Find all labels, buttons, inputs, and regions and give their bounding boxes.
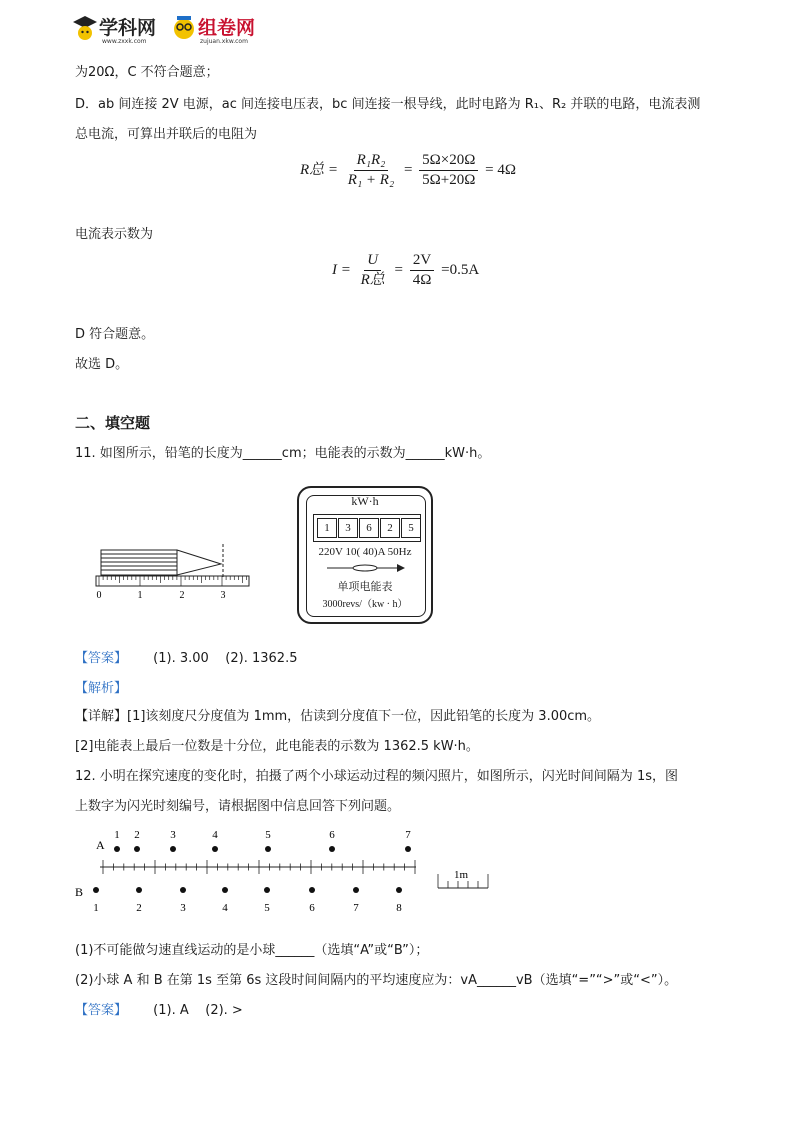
formula-i-result: =0.5A <box>441 261 480 278</box>
meter-digit: 3 <box>338 518 358 538</box>
formula-i-frac1-den: R总 <box>360 272 385 288</box>
answer-tag: 【答案】 <box>75 651 128 666</box>
ball-b-dot <box>93 887 99 893</box>
meter-rating: 220V 10( 40)A 50Hz <box>318 546 412 558</box>
text-line-1: 为20Ω，C 不符合题意； <box>75 65 219 80</box>
formula-r-frac2-den: 5Ω+20Ω <box>422 172 476 188</box>
electric-meter <box>297 486 433 624</box>
ruler-tick-label: 3 <box>220 590 226 600</box>
q12-answer-line <box>75 1002 243 1020</box>
meter-digit: 6 <box>359 518 379 538</box>
ball-a-number: 6 <box>329 829 335 841</box>
ball-b-dot <box>309 887 315 893</box>
text-line-2: D．ab 间连接 2V 电源，ac 间连接电压表，bc 间连接一根导线，此时电路为 R₁、R₂ 并联的电路，电流表测 <box>75 97 701 112</box>
header-logo <box>72 12 272 48</box>
ball-b-dot <box>180 887 186 893</box>
text-line-4: 电流表示数为 <box>75 227 154 242</box>
formula-i-frac1 <box>358 252 388 289</box>
meter-digit: 1 <box>317 518 337 538</box>
answer-tag: 【答案】 <box>75 1003 128 1018</box>
logo-zujuan-url: zujuan.xkw.com <box>200 38 248 45</box>
formula-r-frac1-num: R₁R₂ <box>354 152 389 171</box>
ball-a-number: 2 <box>134 829 140 841</box>
ball-a-number: 1 <box>114 829 120 841</box>
pencil-ruler-figure <box>93 538 253 600</box>
logo-zxxk-name: 学科网 <box>99 17 157 39</box>
ball-b-dot <box>396 887 402 893</box>
ball-a-dot <box>265 846 271 852</box>
ruler-tick-label: 1 <box>137 590 143 600</box>
meter-digit: 2 <box>380 518 400 538</box>
formula-i-frac2-num: 2V <box>410 252 434 271</box>
q11-answer: (1). 3.00 (2). 1362.5 <box>153 651 298 666</box>
ball-b-number: 7 <box>353 902 359 914</box>
section-title: 二、填空题 <box>75 414 151 432</box>
ball-a-number: 3 <box>170 829 176 841</box>
q12-sub-2: (2)小球 A 和 B 在第 1s 至第 6s 这段时间间隔内的平均速度应为：vA______vB（选填“=”“>”或“<”）。 <box>75 973 678 988</box>
meter-digit: 5 <box>401 518 421 538</box>
formula-current: I = $\frac{U}{\text{R总}}$ = $\frac{2V}{4\Omega}$ =0.5A <box>332 252 480 288</box>
ball-b-dot <box>222 887 228 893</box>
ball-a-dot <box>134 846 140 852</box>
ball-a-number: 7 <box>405 829 411 841</box>
scale-label: 1m <box>454 869 469 881</box>
ball-b-number: 1 <box>93 902 99 914</box>
meter-revs: 3000revs/（kw · h） <box>322 599 408 610</box>
ball-a-dot <box>405 846 411 852</box>
q11-detail-2: [2]电能表上最后一位数是十分位，此电能表的示数为 1362.5 kW·h。 <box>75 739 479 754</box>
pencil-icon <box>101 550 221 575</box>
q11-answer-line <box>75 650 297 668</box>
ruler-tick-label: 2 <box>179 590 185 600</box>
logo-zujuan-name: 组卷网 <box>198 17 256 39</box>
ball-b-number: 5 <box>264 902 270 914</box>
ball-a-dot <box>329 846 335 852</box>
strobe-figure <box>70 822 500 917</box>
detail-tag: 【详解】 <box>75 709 128 724</box>
ball-a-dot <box>114 846 120 852</box>
text-line-5: D 符合题意。 <box>75 327 155 342</box>
ruler-tick-label: 0 <box>96 590 102 600</box>
ball-b-dot <box>353 887 359 893</box>
q11-detail-1: [1]该刻度尺分度值为 1mm，估读到分度值下一位，因此铅笔的长度为 3.00cm。 <box>127 709 601 724</box>
ball-b-dot <box>136 887 142 893</box>
formula-r-lhs: R总 = <box>300 161 339 178</box>
label-ball-b: B <box>75 885 84 899</box>
q11-text: 11. 如图所示，铅笔的长度为______cm；电能表的示数为______kW·h。 <box>75 446 491 461</box>
analysis-tag: 【解析】 <box>75 681 128 696</box>
q12-answer: (1). A (2). > <box>153 1003 243 1018</box>
logo-cap-icon <box>72 14 98 44</box>
ball-a-dot <box>212 846 218 852</box>
ball-a-number: 5 <box>265 829 271 841</box>
formula-r-frac2-num: 5Ω×20Ω <box>419 152 478 171</box>
ball-a-number: 4 <box>212 829 218 841</box>
meter-digit-box <box>313 514 421 542</box>
q12-sub-1: (1)不可能做匀速直线运动的是小球______（选填“A”或“B”）； <box>75 943 429 958</box>
q12-text-2: 上数字为闪光时刻编号，请根据图中信息回答下列问题。 <box>75 799 401 814</box>
meter-disc-arrow-icon <box>325 563 407 573</box>
formula-r-frac2 <box>419 152 478 189</box>
meter-name: 单项电能表 <box>337 580 393 593</box>
text-line-6: 故选 D。 <box>75 357 129 372</box>
text-line-3: 总电流，可算出并联后的电阻为 <box>75 127 258 142</box>
ball-b-number: 2 <box>136 902 142 914</box>
formula-r-result: = 4Ω <box>485 161 517 178</box>
q12-text-1: 12. 小明在探究速度的变化时，拍摄了两个小球运动过程的频闪照片，如图所示，闪光时间间隔为 1s，图 <box>75 769 678 784</box>
meter-unit: kW·h <box>351 494 379 508</box>
formula-i-lhs: I = <box>332 261 351 278</box>
ball-b-number: 3 <box>180 902 186 914</box>
label-ball-a: A <box>96 838 105 852</box>
formula-i-frac1-num: U <box>364 252 381 271</box>
formula-r-frac1-den: R₁ + R₂ <box>347 172 395 188</box>
ball-b-number: 8 <box>396 902 402 914</box>
ball-b-number: 6 <box>309 902 315 914</box>
ball-b-dot <box>264 887 270 893</box>
ball-a-dot <box>170 846 176 852</box>
formula-i-frac2 <box>410 252 435 289</box>
formula-total-resistance: R总 = $\frac{\text{R₁R₂}}{\text{R₁ + R₂}}$ = $\frac{5\Omega\times 20\Omega}{5\Omega+20\Omega}$ = 4Ω <box>300 152 517 188</box>
formula-i-frac2-den: 4Ω <box>412 272 432 288</box>
q11-detail-1-line <box>75 708 600 726</box>
ball-b-number: 4 <box>222 902 228 914</box>
formula-r-frac1 <box>345 152 397 189</box>
logo-zujuan-icon <box>172 15 196 43</box>
ruler <box>96 576 249 586</box>
logo-zxxk-url: www.zxxk.com <box>102 38 147 45</box>
